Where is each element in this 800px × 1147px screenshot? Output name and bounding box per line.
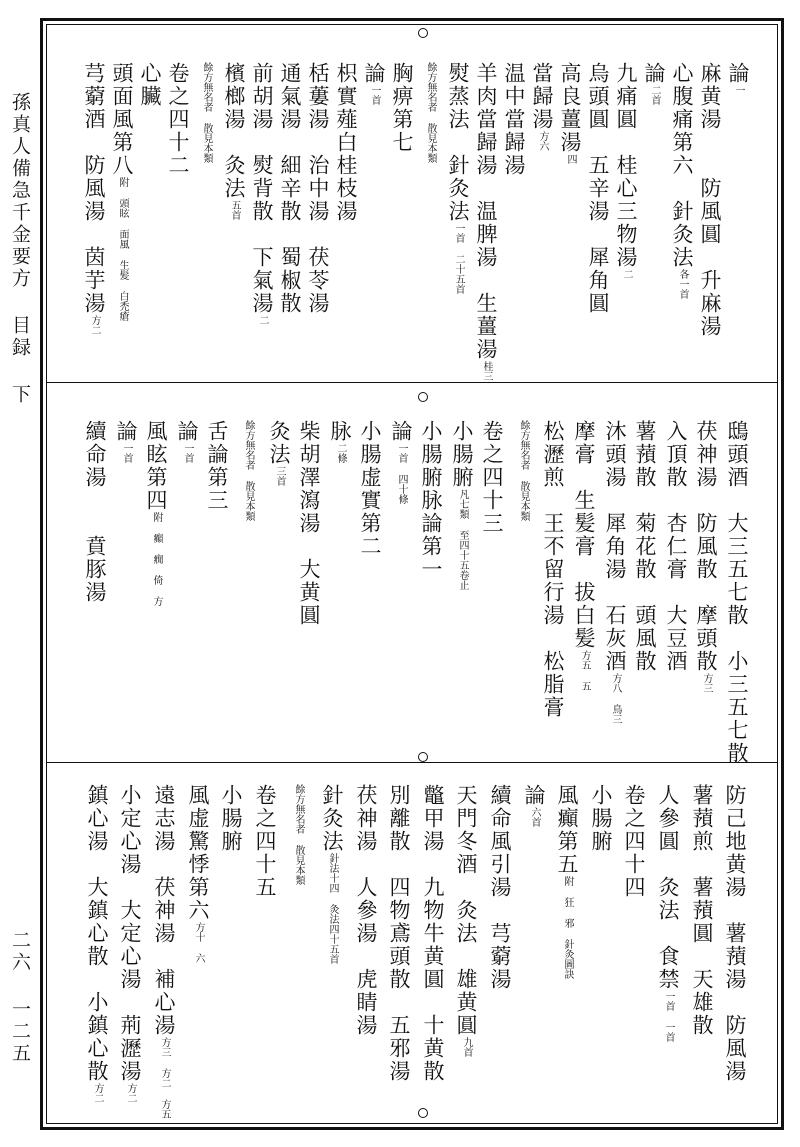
toc-text: 入頂散 杏仁膏 大豆酒 [664,420,688,673]
toc-column [530,62,554,151]
toc-text: 別離散 四物鳶頭散 五邪湯 [387,784,411,1083]
toc-note: 一首 二十五首 [453,223,464,294]
toc-column [82,62,106,335]
toc-column [253,784,277,899]
toc-text: 烏頭圓 五辛湯 犀角圓 [586,62,610,315]
toc-text: 當歸湯 [530,62,554,131]
toc-column [328,420,352,463]
toc-note: 餘方無名者 散見本類 [243,420,254,521]
toc-column [306,62,330,315]
toc-column [694,420,718,693]
toc-column [144,420,168,606]
toc-note: 餘方無名者 散見本類 [518,420,529,521]
toc-note: 餘方無名者 散見本類 [293,784,304,885]
toc-text: 心臟 [138,62,162,108]
toc-text: 卷之四十四 [622,784,646,899]
toc-text: 高良薑湯 [558,62,582,154]
toc-note: 方三 方二 方五 [159,1037,170,1119]
toc-text: 論 [114,420,138,443]
toc-column [480,420,504,535]
toc-text: 熨蒸法 針灸法 [446,62,470,223]
toc-note: 附 癲 癇 倚 方 [151,512,162,606]
toc-column [454,784,478,1057]
toc-column [555,784,579,979]
toc-note: 方六 [537,131,548,151]
toc-column [664,420,688,673]
toc-column [450,420,474,590]
toc-text: 麻黄湯 防風圓 升麻湯 [698,62,722,338]
toc-note: 各一首 [677,269,688,299]
toc-text: 鴟頭酒 大三五七散 小三五七散 [725,420,749,765]
toc-note: 一首 一首 [663,991,674,1042]
toc-column [670,62,694,299]
toc-column [418,62,442,163]
toc-text: 小腸腑 [219,784,243,853]
binding-hole [418,392,428,402]
toc-text: 薯蕷散 菊花散 頭風散 [633,420,657,673]
toc-note: 針法十四 灸法四十五首 [327,853,338,964]
toc-text: 小腸腑 [589,784,613,853]
toc-column [85,784,109,1103]
toc-column [421,784,445,1083]
toc-column [586,62,610,315]
toc-text: 鎮心湯 大鎮心散 小鎮心散 [85,784,109,1083]
toc-column [502,62,526,177]
toc-text: 遠志湯 茯神湯 補心湯 [152,784,176,1037]
toc-column [320,784,344,964]
section-divider-2 [46,762,778,763]
toc-column [725,420,749,765]
toc-text: 論 [389,420,413,443]
toc-note: 一首 四十條 [396,443,407,504]
toc-text: 芎藭酒 防風湯 茵芋湯 [82,62,106,315]
toc-text: 茯神湯 人參湯 虎睛湯 [354,784,378,1037]
toc-text: 前胡湯 熨背散 下氣湯 [250,62,274,315]
toc-column [354,784,378,1037]
toc-column [723,784,747,1083]
toc-column [175,420,199,463]
toc-text: 小腸虚實第二 [358,420,382,558]
toc-text: 人參圓 灸法 食禁 [656,784,680,991]
toc-column [152,784,176,1119]
toc-column [297,420,321,627]
toc-column [603,420,627,724]
toc-text: 栝蔞湯 治中湯 茯苓湯 [306,62,330,315]
toc-column [541,420,565,719]
toc-note: 方八 鳥三 [610,673,621,724]
toc-column [83,420,107,604]
toc-text: 柴胡澤瀉湯 大黄圓 [297,420,321,627]
toc-note: 餘方無名者 散見本類 [201,62,212,163]
toc-text: 心腹痛第六 針灸法 [670,62,694,269]
toc-column [334,62,358,223]
toc-note: 六首 [529,807,540,827]
toc-column [633,420,657,673]
toc-note: 附 狂 邪 針灸圖訣 [562,876,573,979]
toc-text: 小腸腑脉論第一 [419,420,443,581]
toc-text: 防己地黄湯 薯蕷湯 防風湯 [723,784,747,1083]
toc-note: 凡七類 至四十五卷止 [457,489,468,590]
toc-text: 風虚驚悸第六 [186,784,210,922]
binding-hole [418,28,428,38]
toc-text: 頭面風第八 [110,62,134,177]
toc-text: 風眩第四 [144,420,168,512]
toc-text: 枳實薤白桂枝湯 [334,62,358,223]
toc-column [236,420,260,521]
toc-column [698,62,722,338]
toc-column [186,784,210,963]
toc-note: 方三 [701,673,712,693]
toc-note: 餘方無名者 散見本類 [425,62,436,163]
toc-note: 二 [257,315,268,325]
toc-column [511,420,535,521]
toc-column [446,62,470,294]
toc-column [205,420,229,512]
binding-hole [418,752,428,762]
toc-text: 小定心湯 大定心湯 荊瀝湯 [118,784,142,1083]
toc-text: 風癲第五 [555,784,579,876]
toc-text: 茯神湯 防風散 摩頭散 [694,420,718,673]
toc-text: 舌論第三 [205,420,229,512]
toc-note: 一首 [121,443,132,463]
toc-note: 四 [565,154,576,164]
toc-text: 論 [642,62,666,85]
toc-text: 續命風引湯 芎藭湯 [488,784,512,991]
toc-note: 二 [621,269,632,279]
toc-text: 羊肉當歸湯 温脾湯 生薑湯 [474,62,498,361]
toc-note: 一 [733,85,744,95]
toc-text: 卷之四十二 [166,62,190,177]
toc-column [572,420,596,691]
toc-text: 論 [522,784,546,807]
toc-column [286,784,310,885]
toc-column [194,62,218,163]
toc-text: 續命湯 賁豚湯 [83,420,107,604]
toc-column [114,420,138,463]
toc-note: 三首 [274,466,285,486]
toc-column [219,784,243,853]
toc-column [522,784,546,827]
toc-column [278,62,302,315]
toc-text: 九痛圓 桂心三物湯 [614,62,638,269]
toc-text: 通氣湯 細辛散 蜀椒散 [278,62,302,315]
toc-text: 脉 [328,420,352,443]
toc-note: 方十 六 [193,922,204,963]
toc-column [726,62,750,95]
toc-column [358,420,382,558]
toc-column [362,62,386,105]
page-number: 二六 一二五 [9,930,31,1065]
toc-text: 摩膏 生髪膏 拔白髪 [572,420,596,650]
toc-column [389,420,413,504]
toc-text: 論 [362,62,386,85]
toc-note: 九首 [461,1037,472,1057]
toc-text: 論 [726,62,750,85]
toc-column [387,784,411,1083]
toc-text: 針灸法 [320,784,344,853]
toc-note: 五首 [229,200,240,220]
toc-text: 小腸腑 [450,420,474,489]
toc-note: 桂三 [481,361,492,381]
toc-text: 温中當歸湯 [502,62,526,177]
toc-text: 檳榔湯 灸法 [222,62,246,200]
toc-note: 方五 五 [579,650,590,691]
book-title: 孫真人備急千金要方 目録 下 [9,92,31,406]
toc-column [222,62,246,220]
toc-column [138,62,162,108]
toc-note: 一首 [182,443,193,463]
toc-note: 二首 [649,85,660,105]
toc-column [614,62,638,279]
toc-column [267,420,291,486]
toc-text: 卷之四十三 [480,420,504,535]
toc-column [690,784,714,1037]
toc-text: 天門冬酒 灸法 雄黄圓 [454,784,478,1037]
toc-note: 一首 [369,85,380,105]
toc-text: 卷之四十五 [253,784,277,899]
toc-note: 附 頭眩 面風 生髪 白禿瘡 [117,177,128,321]
toc-text: 沐頭湯 犀角湯 石灰酒 [603,420,627,673]
toc-text: 論 [175,420,199,443]
toc-column [250,62,274,325]
toc-column [589,784,613,853]
toc-column [558,62,582,164]
toc-note: 方二 [125,1083,136,1103]
toc-text: 灸法 [267,420,291,466]
toc-column [642,62,666,105]
toc-note: 二條 [335,443,346,463]
toc-column [488,784,512,991]
toc-column [656,784,680,1042]
section-divider-1 [46,382,778,383]
toc-column [118,784,142,1103]
toc-text: 松瀝煎 王不留行湯 松脂膏 [541,420,565,719]
toc-column [622,784,646,899]
toc-column [110,62,134,321]
toc-text: 鼈甲湯 九物牛黄圓 十黄散 [421,784,445,1083]
toc-text: 胸痹第七 [390,62,414,154]
toc-column [474,62,498,381]
toc-column [419,420,443,581]
binding-hole [418,1108,428,1118]
toc-column [166,62,190,177]
toc-note: 方二 [89,315,100,335]
toc-text: 薯蕷煎 薯蕷圓 天雄散 [690,784,714,1037]
toc-column [390,62,414,154]
toc-note: 方二 [92,1083,103,1103]
